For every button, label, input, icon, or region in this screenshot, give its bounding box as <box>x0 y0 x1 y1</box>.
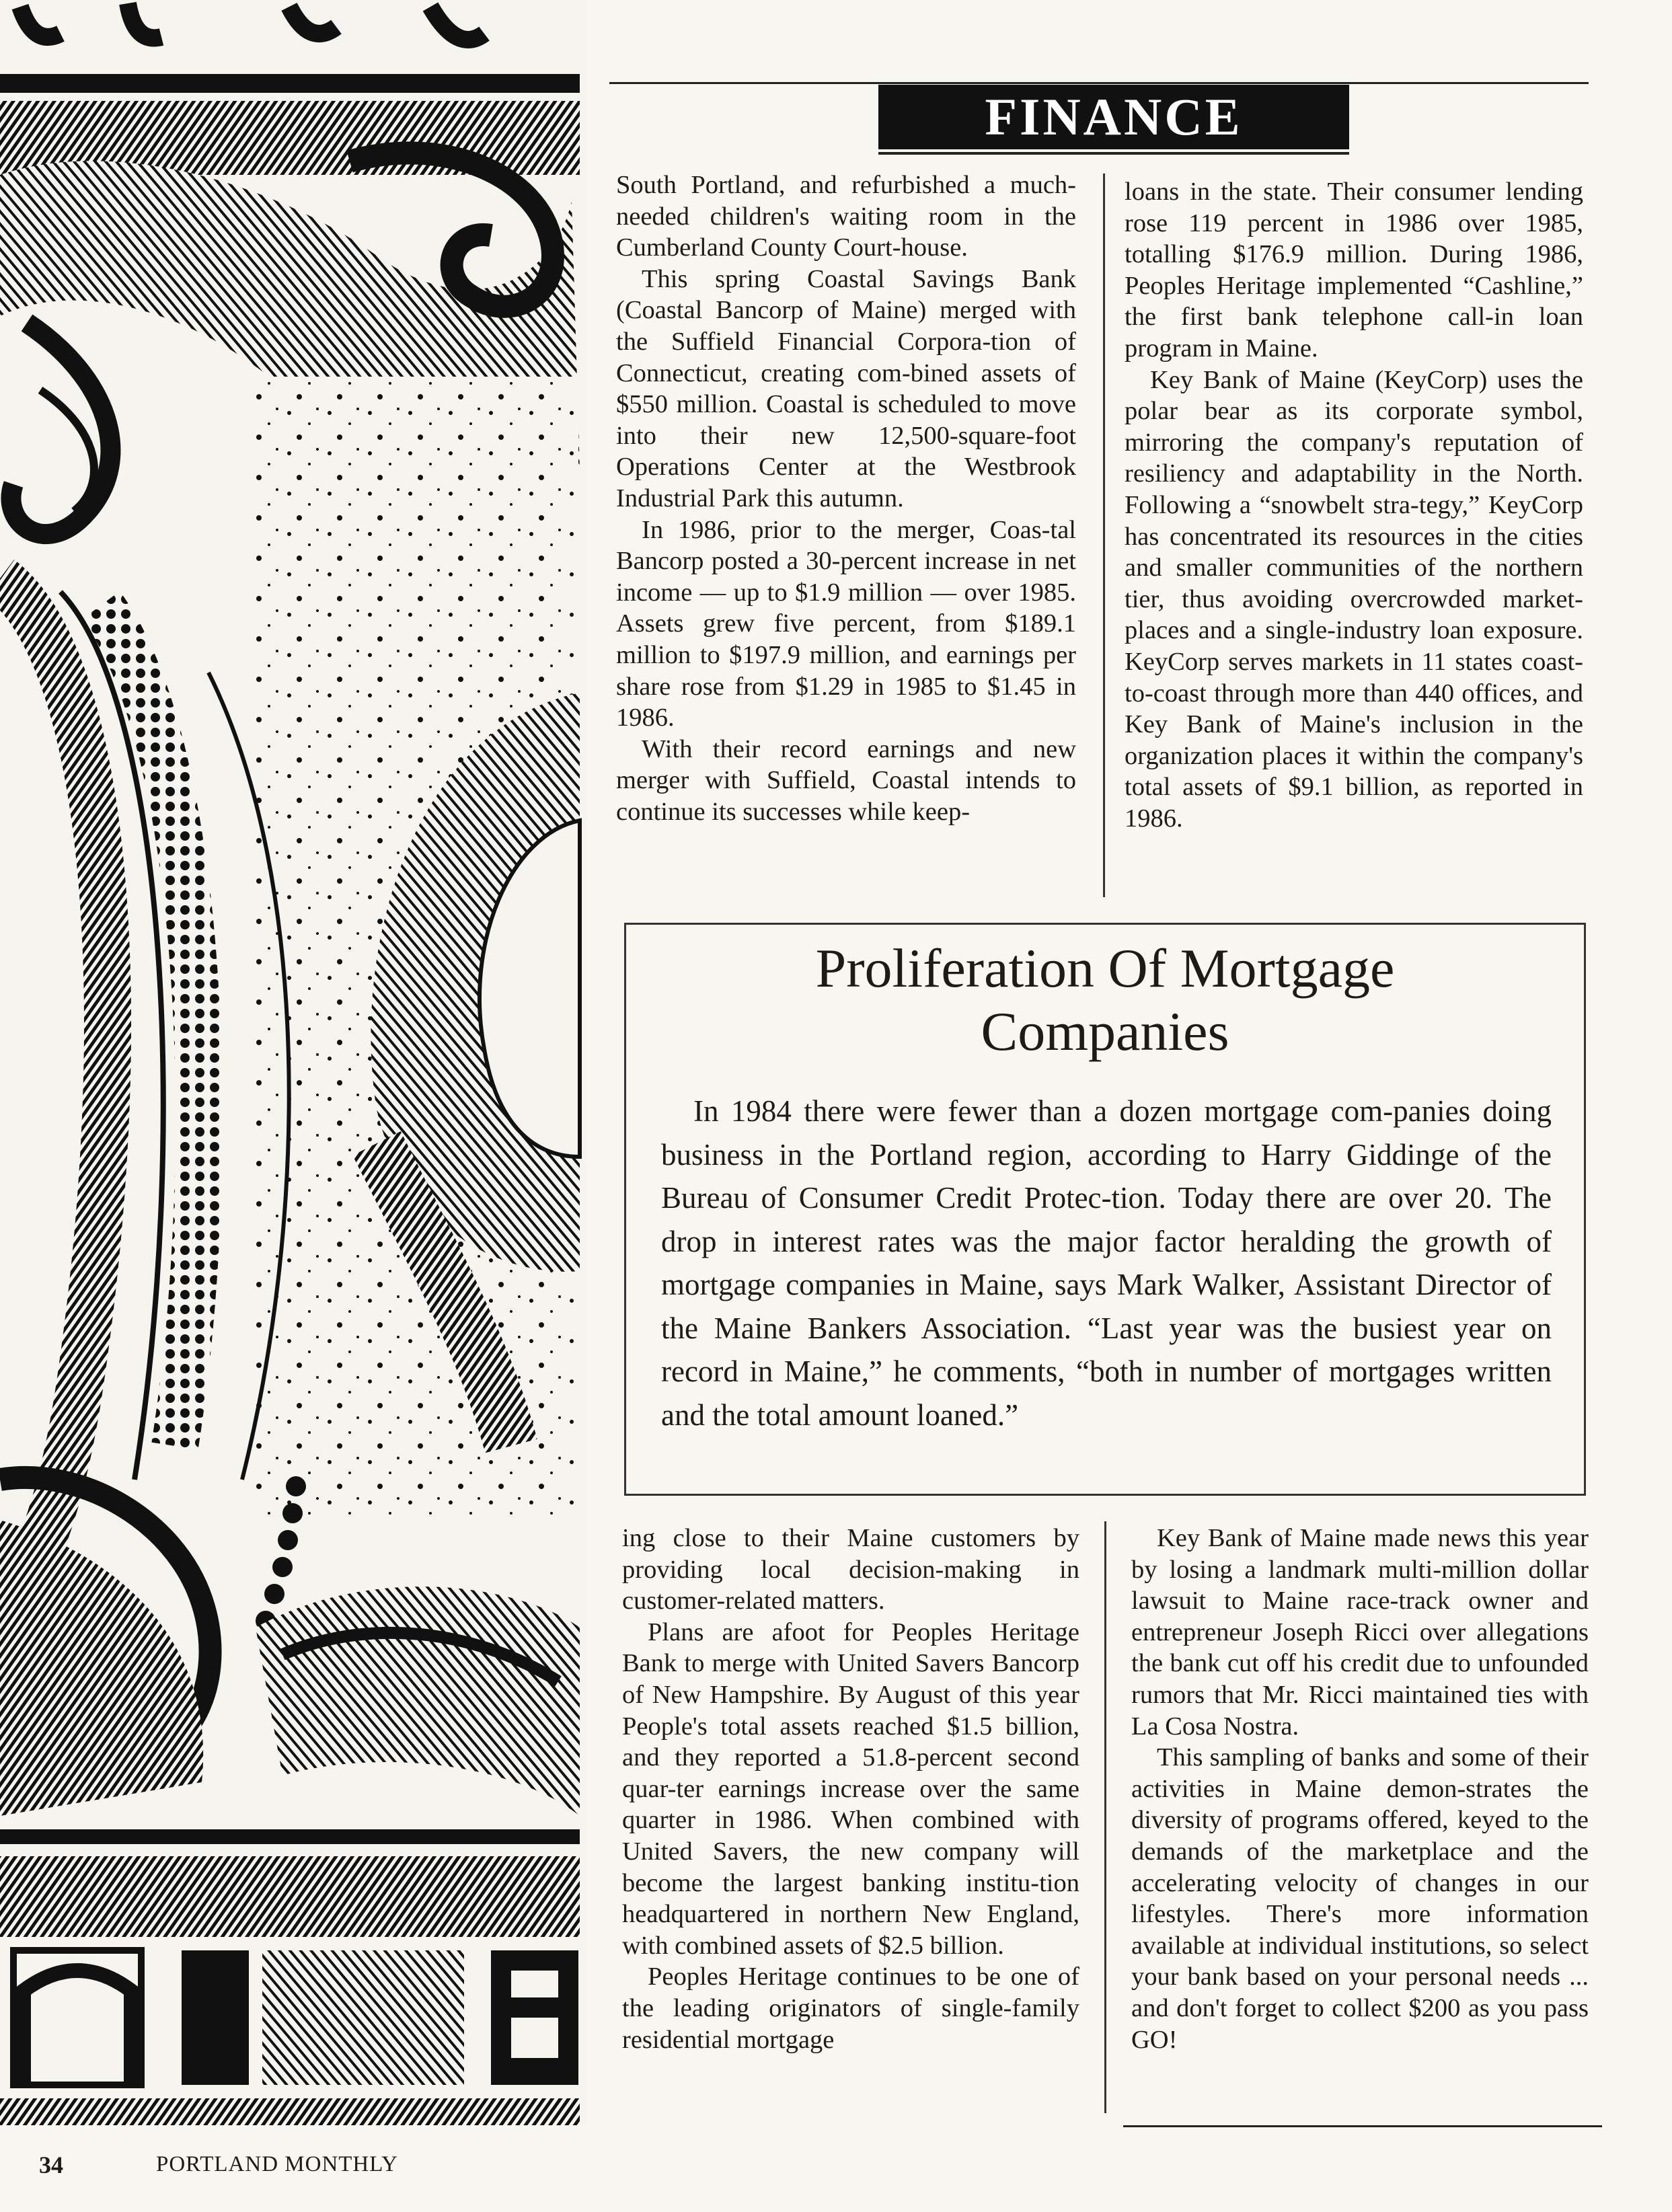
paragraph: With their record earnings and new merger with Suffield, Coastal intends to continue its successes while keep- <box>616 734 1076 826</box>
header-underline <box>878 152 1349 155</box>
paragraph: This sampling of banks and some of their activities in Maine demon-strates the diversity of programs offered, keyed to the demands of the marketplace and the accelerating velocity of changes in our lifestyles. There's more information available at individual institutions, so select your bank based on your personal needs ... and don't forget to collect $200 as you pass GO! <box>1131 1743 1589 2054</box>
column-divider-top <box>1103 174 1105 897</box>
sidebar-title-line1: Proliferation Of Mortgage <box>815 938 1395 999</box>
footer-rule <box>1123 2125 1602 2127</box>
paragraph: Key Bank of Maine made news this year by losing a landmark multi-million dollar lawsuit to Maine race-track owner and entrepreneur Joseph Ricci over allegations the bank cut off his credit due to unfounded rumors that Mr. Ricci maintained ties with La Cosa Nostra. <box>1131 1524 1589 1741</box>
column-top-left <box>616 169 1076 827</box>
column-bottom-left <box>622 1523 1079 2055</box>
paragraph: Key Bank of Maine (KeyCorp) uses the polar bear as its corporate symbol, mirroring the company's reputation of resiliency and adaptability in the North. Following a “snowbelt stra-tegy,” KeyCorp has concentrated its resources in the cities and smaller communities of the northern tier, thus avoiding overcrowded market-places and a single-industry loan exposure. KeyCorp serves markets in 11 states coast-to-coast through more than 440 offices, and Key Bank of Maine's inclusion in the organization places it within the company's total assets of $9.1 billion, as reported in 1986. <box>1125 365 1583 833</box>
sidebar-title-line2: Companies <box>981 1001 1229 1062</box>
paragraph: South Portland, and refurbished a much-needed children's waiting room in the Cumberland County Court-house. <box>616 171 1076 262</box>
sidebar-body: In 1984 there were fewer than a dozen mortgage com-panies doing business in the Portland region, according to Harry Giddinge of the Bureau of Consumer Credit Protec-tion. Today there are over 20. The drop in interest rates was the major factor heralding the growth of mortgage companies in Maine, says Mark Walker, Assistant Director of the Maine Bankers Association. “Last year was the busiest year on record in Maine,” he comments, “both in number of mortgages written and the total amount loaned.” <box>661 1094 1552 1432</box>
sidebar-title <box>626 937 1584 1063</box>
magazine-name: PORTLAND MONTHLY <box>156 2152 398 2176</box>
sidebar-box <box>624 923 1586 1496</box>
column-bottom-right <box>1131 1523 1589 2055</box>
paragraph: Plans are afoot for Peoples Heritage Bank to merge with United Savers Bancorp of New Hampshire. By August of this year People's total assets reached $1.5 billion, and they reported a 51.8-percent second quar-ter earnings increase over the same quarter in 1986. When combined with United Savers, the new company will become the largest banking institu-tion headquartered in northern New England, with combined assets of $2.5 billion. <box>622 1617 1079 1960</box>
paragraph: loans in the state. Their consumer lending rose 119 percent in 1986 over 1985, totalling $176.9 million. During 1986, Peoples Heritage implemented “Cashline,” the first bank telephone call-in loan program in Maine. <box>1125 178 1583 363</box>
column-divider-bottom <box>1104 1521 1106 2113</box>
banknote-engraving-illustration <box>0 0 586 2125</box>
paragraph: ing close to their Maine customers by providing local decision-making in customer-related matters. <box>622 1524 1079 1615</box>
paragraph: Peoples Heritage continues to be one of the leading originators of single-family residential mortgage <box>622 1962 1079 2054</box>
column-top-right <box>1125 176 1583 834</box>
section-heading: FINANCE <box>878 85 1349 149</box>
paragraph: In 1986, prior to the merger, Coas-tal Bancorp posted a 30-percent increase in net income — up to $1.9 million — over 1985. Assets grew five percent, from $189.1 million to $197.9 million, and earnings per share rose from $1.29 in 1985 to $1.45 in 1986. <box>616 515 1076 732</box>
paragraph: This spring Coastal Savings Bank (Coastal Bancorp of Maine) merged with the Suffield Financial Corpora-tion of Connecticut, creating com-bined assets of $550 million. Coastal is scheduled to move into their new 12,500-square-foot Operations Center at the Westbrook Industrial Park this autumn. <box>616 264 1076 512</box>
header-rule <box>609 82 1589 84</box>
page-number: 34 <box>39 2151 63 2178</box>
